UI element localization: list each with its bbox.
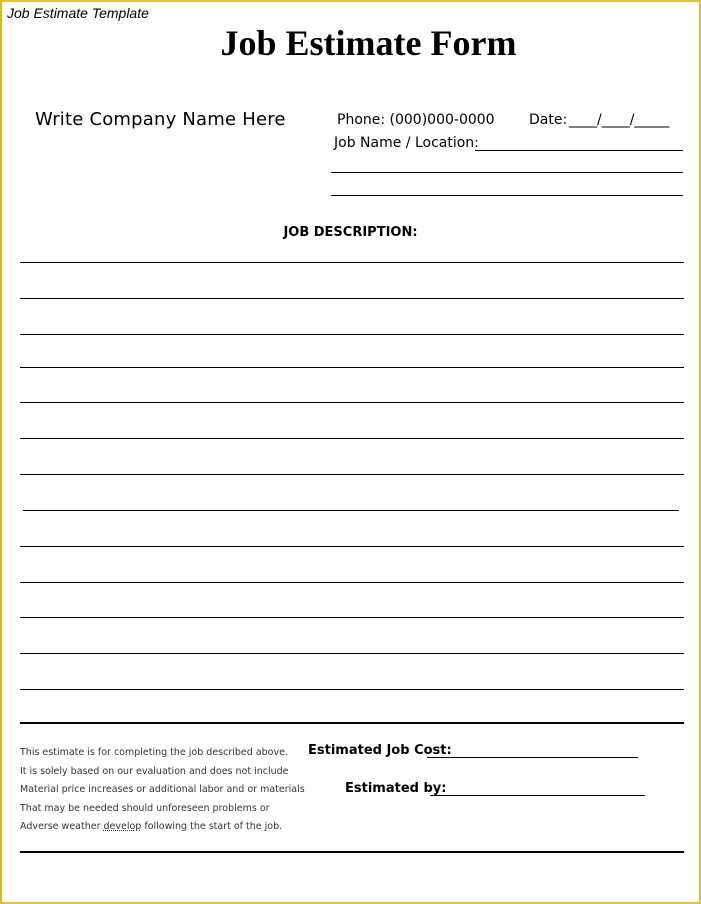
job-name-line[interactable] — [475, 150, 683, 151]
description-line[interactable] — [23, 510, 679, 511]
job-description-label: JOB DESCRIPTION: — [283, 225, 418, 240]
description-line[interactable] — [20, 474, 684, 475]
description-line[interactable] — [20, 582, 684, 583]
description-line[interactable] — [20, 334, 684, 335]
job-name-label: Job Name / Location: — [334, 135, 479, 151]
template-label: Job Estimate Template — [7, 5, 149, 21]
disclaimer-line: Material price increases or additional labor and or materials — [20, 784, 305, 795]
date-label: Date: — [529, 112, 568, 128]
location-line-3[interactable] — [331, 195, 683, 196]
bottom-divider — [20, 851, 684, 853]
description-line[interactable] — [20, 617, 684, 618]
description-line[interactable] — [20, 653, 684, 654]
description-line[interactable] — [20, 689, 684, 690]
estimated-by-field[interactable] — [430, 795, 645, 796]
company-name[interactable]: Write Company Name Here — [35, 109, 286, 130]
description-line[interactable] — [20, 262, 684, 263]
disclaimer-text — [20, 744, 320, 837]
section-divider — [20, 722, 684, 724]
description-line[interactable] — [20, 367, 684, 368]
description-line[interactable] — [20, 546, 684, 547]
phone-field[interactable]: Phone: (000)000-0000 — [337, 112, 495, 128]
description-line[interactable] — [20, 402, 684, 403]
description-line[interactable] — [20, 438, 684, 439]
estimated-cost-label: Estimated Job Cost: — [308, 743, 452, 758]
estimated-cost-field[interactable] — [427, 757, 638, 758]
estimated-by-label: Estimated by: — [345, 781, 447, 796]
date-field[interactable]: ____/____/_____ — [569, 112, 670, 128]
disclaimer-line: That may be needed should unforeseen problems or — [20, 802, 270, 814]
location-line-2[interactable] — [331, 172, 683, 173]
form-title: Job Estimate Form — [220, 23, 517, 63]
disclaimer-line: Adverse weather develop following the start of the job. — [20, 821, 283, 832]
disclaimer-line: This estimate is for completing the job described above. — [20, 747, 288, 758]
disclaimer-line: It is solely based on our evaluation and does not include — [20, 765, 289, 777]
description-line[interactable] — [20, 298, 684, 299]
